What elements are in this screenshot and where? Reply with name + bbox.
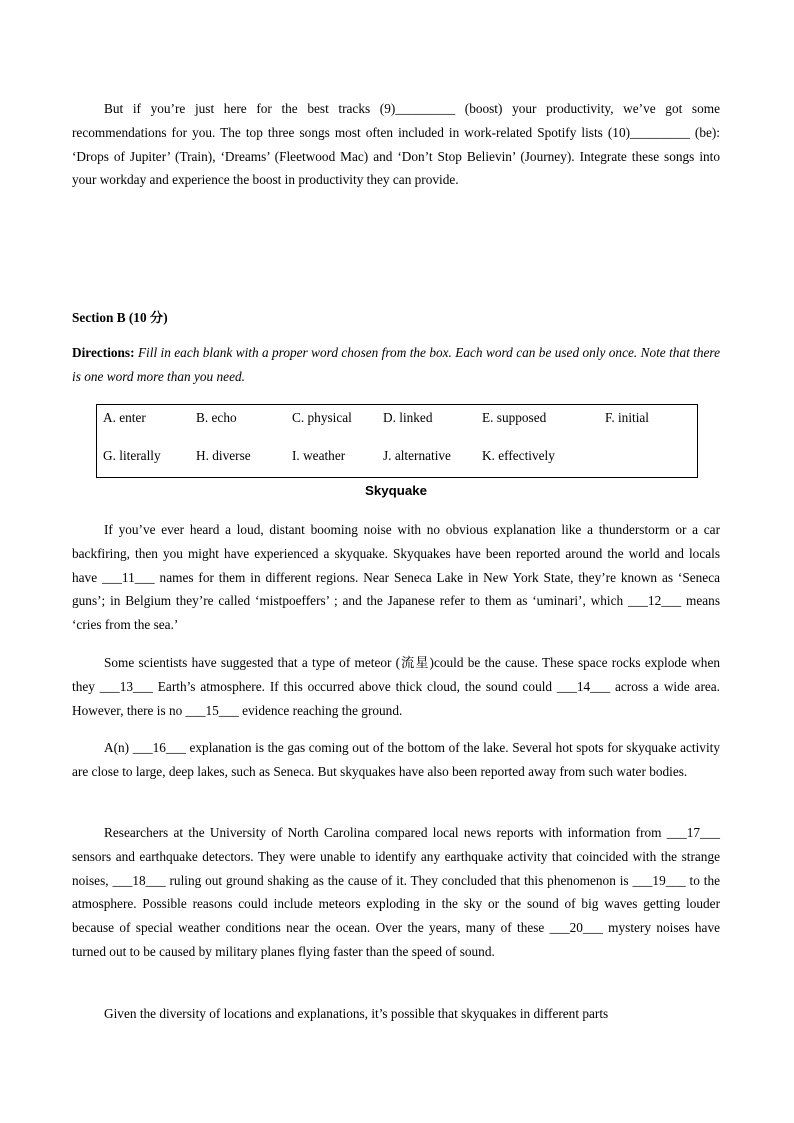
word-option: J. alternative bbox=[383, 448, 451, 463]
directions-label: Directions: bbox=[72, 345, 135, 360]
passage-a-paragraph: But if you’re just here for the best tracks (9)_________ (boost) your productivity, we’ve got some recommendations for you. The top three songs most often included in work-related Spotify lists (10)_________ (be): ‘Drops of Jupiter’ (Train), ‘Dreams’ (Fleetwood Mac) and ‘Don’t Stop Believin’ (Journey). Integrate these songs into your workday and experience the boost in productivity they can provide. bbox=[72, 101, 720, 188]
word-option: K. effectively bbox=[482, 448, 555, 463]
word-option: G. literally bbox=[103, 448, 161, 463]
section-heading: Section B (10 分) bbox=[72, 310, 168, 325]
word-option: A. enter bbox=[103, 410, 146, 425]
paragraph-5: Given the diversity of locations and explanations, it’s possible that skyquakes in different parts bbox=[104, 1006, 609, 1021]
passage-title: Skyquake bbox=[364, 483, 428, 498]
paragraph-1: If you’ve ever heard a loud, distant booming noise with no obvious explanation like a thunderstorm or a car backfiring, then you might have experienced a skyquake. Skyquakes have been reported around the world and locals have ___11___ names for them in different regions. Near Seneca Lake in New York State, they’re known as ‘Seneca guns’; in Belgium they’re called ‘mistpoeffers’ ; and the Japanese refer to them as ‘uminari’, which ___12___ means ‘cries from the sea.’ bbox=[72, 522, 720, 633]
word-option: C. physical bbox=[292, 410, 352, 425]
word-box bbox=[96, 404, 698, 478]
word-option: F. initial bbox=[605, 410, 650, 425]
directions bbox=[72, 341, 720, 389]
paragraph-4: Researchers at the University of North Carolina compared local news reports with information from ___17___ sensors and earthquake detectors. They were unable to identify any earthquake activity that coincided with the strange noises, ___18___ ruling out ground shaking as the cause of it. They concluded that this phenomenon is ___19___ to the atmosphere. Possible reasons could include meteors exploding in the sky or the sound of big waves getting louder because of special weather conditions near the ocean. Over the years, many of these ___20___ mystery noises have turned out to be caused by military planes flying faster than the speed of sound. bbox=[72, 825, 720, 959]
word-option: I. weather bbox=[292, 448, 346, 463]
word-option: E. supposed bbox=[482, 410, 547, 425]
directions-text: Fill in each blank with a proper word chosen from the box. Each word can be used only once. Note that there is one word more than you need. bbox=[72, 345, 721, 384]
word-option: H. diverse bbox=[196, 448, 251, 463]
paragraph-2: Some scientists have suggested that a type of meteor (流星)could be the cause. These space rocks explode when they ___13___ Earth’s atmosphere. If this occurred above thick cloud, the sound could ___14___ across a wide area. However, there is no ___15___ evidence reaching the ground. bbox=[72, 655, 720, 718]
paragraph-3: A(n) ___16___ explanation is the gas coming out of the bottom of the lake. Several hot spots for skyquake activity are close to large, deep lakes, such as Seneca. But skyquakes have also been reported away from such water bodies. bbox=[72, 740, 720, 779]
word-option: D. linked bbox=[383, 410, 433, 425]
word-option: B. echo bbox=[196, 410, 237, 425]
